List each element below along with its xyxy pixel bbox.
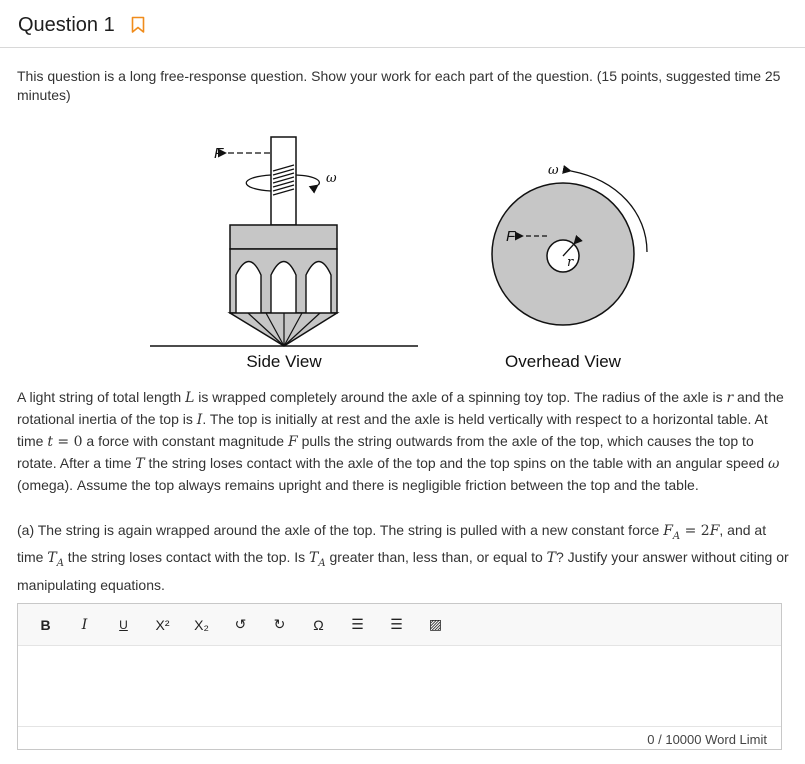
- var-F: F: [287, 434, 298, 450]
- word-count: [18, 726, 781, 751]
- var-T: T: [546, 550, 556, 567]
- part-a-prompt: [17, 520, 792, 595]
- question-stem: [17, 387, 792, 496]
- radius-label: r: [567, 255, 574, 270]
- side-force-label: F: [214, 145, 224, 162]
- toy-top-figure: [140, 125, 660, 380]
- part-a-text: ? Justify your answer without citing or manipulating equations.: [17, 549, 789, 593]
- var-t: t: [47, 434, 53, 450]
- overhead-view-label: Overhead View: [505, 352, 621, 371]
- side-view-drawing: [150, 137, 418, 371]
- stem-text: . The top is initially at rest and the axle is held vertically with respect to a horizontal table. At time: [17, 411, 768, 449]
- italic-button[interactable]: I: [81, 616, 88, 633]
- subscript-button[interactable]: X₂: [194, 616, 209, 633]
- part-a-text: greater than, less than, or equal to: [325, 549, 547, 566]
- var-r: r: [726, 390, 734, 406]
- var-F: F: [709, 523, 720, 539]
- overhead-omega-label: ω: [548, 163, 559, 178]
- question-title: Question 1: [18, 13, 115, 36]
- insert-image-button[interactable]: ▨: [428, 616, 443, 632]
- special-character-button[interactable]: Ω: [313, 616, 324, 633]
- question-header: [18, 12, 145, 38]
- editor-toolbar: [18, 604, 781, 646]
- subscript-A: A: [318, 558, 326, 570]
- subscript-A: A: [672, 530, 681, 542]
- part-a-text: , and at time: [17, 522, 767, 566]
- undo-button[interactable]: ↺: [234, 616, 247, 632]
- question-intro: This question is a long free-response question. Show your work for each part of the question. (15 points, suggested time 25 minutes): [17, 68, 781, 103]
- stem-text: pulls the string outwards from the axle of the top, which causes the top to rotate. After a time: [17, 433, 754, 471]
- underline-button[interactable]: U: [119, 617, 128, 632]
- math-equals-two: = 2: [680, 523, 710, 539]
- var-L: L: [185, 390, 195, 406]
- word-count-value: 0: [647, 731, 655, 747]
- response-editor: [17, 603, 782, 750]
- var-F: F: [663, 523, 673, 539]
- subscript-A: A: [56, 558, 64, 570]
- side-omega-label: ω: [326, 171, 337, 186]
- overhead-force-label: F: [506, 228, 516, 245]
- bulleted-list-button[interactable]: ☰: [351, 616, 364, 632]
- math-equals-zero: = 0: [52, 434, 83, 450]
- header-divider: [0, 47, 805, 48]
- bookmark-icon[interactable]: [131, 16, 145, 34]
- part-a-text: (a) The string is again wrapped around the axle of the top. The string is pulled with a new constant force: [17, 522, 664, 538]
- numbered-list-button[interactable]: ☰: [390, 616, 403, 632]
- stem-text: and the rotational inertia of the top is: [17, 389, 784, 427]
- redo-button[interactable]: ↻: [273, 616, 286, 632]
- stem-text: the string loses contact with the axle of the top and the top spins on the table with an angular speed: [144, 455, 769, 471]
- toy-top-diagram: [140, 125, 660, 380]
- overhead-view-drawing: [492, 163, 647, 371]
- superscript-button[interactable]: X²: [155, 616, 170, 633]
- word-limit-text: / 10000 Word Limit: [658, 731, 767, 747]
- bold-button[interactable]: B: [40, 616, 51, 633]
- side-view-label: Side View: [246, 352, 322, 371]
- var-T: T: [135, 456, 145, 472]
- stem-text: is wrapped completely around the axle of a spinning toy top. The radius of the axle is: [194, 389, 727, 405]
- stem-text: a force with constant magnitude: [82, 433, 288, 449]
- var-I: I: [196, 412, 203, 428]
- var-T: T: [47, 550, 57, 567]
- part-a-text: the string loses contact with the top. Is: [63, 549, 310, 566]
- response-text-area[interactable]: [18, 646, 781, 726]
- stem-text: (omega). Assume the top always remains upright and there is negligible friction between the top and the table.: [17, 477, 699, 493]
- var-omega: ω: [768, 456, 780, 472]
- stem-text: A light string of total length: [17, 389, 186, 405]
- var-T: T: [309, 550, 319, 567]
